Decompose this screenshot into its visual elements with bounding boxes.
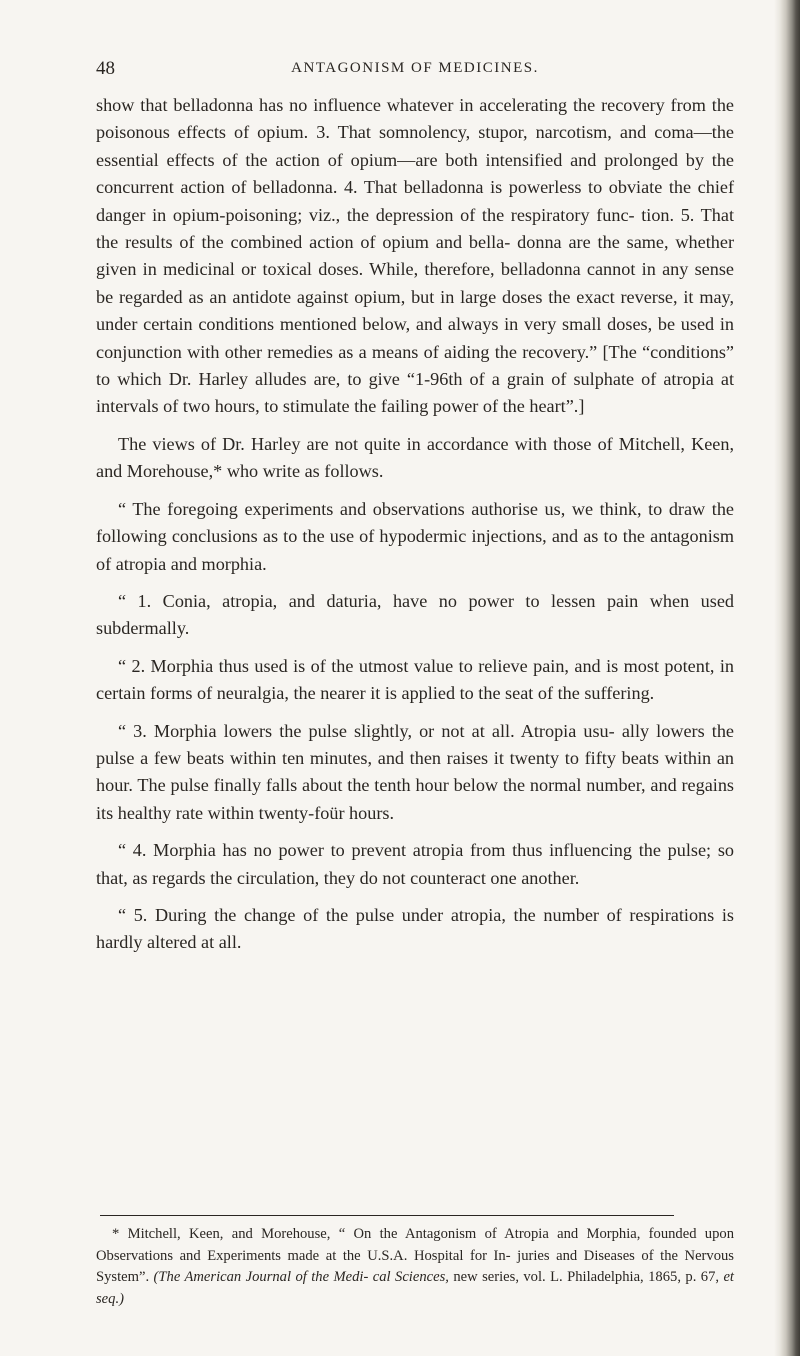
paragraph-conclusion-2: “ 2. Morphia thus used is of the utmost value to relieve pain, and is most potent, in certain forms of neuralgia, the nearer it is applied to the seat of the suffering. — [96, 655, 734, 704]
footnote — [96, 1224, 734, 1310]
paragraph-continued: show that belladonna has no influence whatever in accelerating the recovery from the poisonous effects of opium. 3. That somnolency, stupor, narcotism, and coma—the essential effects of the action of opium—are both intensified and prolonged by the concurrent action of belladonna. 4. That belladonna is powerless to obviate the chief danger in opium-poisoning; viz., the depression of the respiratory func- tion. 5. That the results of the combined action of opium and bella- donna are the same, whether given in medicinal or toxical doses. While, therefore, belladonna cannot in any sense be regarded as an antidote against opium, but in large doses the exact reverse, it may, under certain conditions mentioned below, and always in very small doses, be used in conjunction with other remedies as a means of aiding the recovery.” [The “conditions” to which Dr. Harley alludes are, to give “1-96th of a grain of sulphate of atropia at intervals of two hours, to stimulate the failing power of the heart”.] — [96, 95, 734, 417]
body-text — [96, 92, 734, 957]
page-number: 48 — [96, 58, 115, 79]
paragraph-quote-intro: “ The foregoing experiments and observations authorise us, we think, to draw the following conclusions as to the use of hypodermic injections, and as to the antagonism of atropia and morphia. — [96, 498, 734, 574]
paragraph-views: The views of Dr. Harley are not quite in accordance with those of Mitchell, Keen, and Morehouse,* who write as follows. — [96, 433, 734, 482]
paragraph-conclusion-5: “ 5. During the change of the pulse under atropia, the number of respirations is hardly altered at all. — [96, 904, 734, 953]
footnote-text: * Mitchell, Keen, and Morehouse, “ On the Antagonism of Atropia and Morphia, founded upon Observations and Experiments made at the U.S.A. Hospital for In- juries and Diseases of the Nervous System”. — [96, 1226, 734, 1285]
page-edge-shadow — [774, 0, 800, 1356]
paragraph-conclusion-3: “ 3. Morphia lowers the pulse slightly, or not at all. Atropia usu- ally lowers the pulse a few beats within ten minutes, and then raises it twenty to fifty beats within an hour. The pulse finally falls about the tenth hour below the normal number, and regains its healthy rate within twenty-foür hours. — [96, 720, 734, 823]
running-title: ANTAGONISM OF MEDICINES. — [291, 60, 539, 76]
footnote-journal: (The American Journal of the Medi- cal Sciences, — [153, 1269, 449, 1285]
paragraph-conclusion-4: “ 4. Morphia has no power to prevent atropia from thus influencing the pulse; so that, as regards the circulation, they do not counteract one another. — [96, 840, 734, 888]
footnote-citation: new series, vol. L. Philadelphia, 1865, p. 67, — [453, 1269, 720, 1285]
footnote-rule — [100, 1215, 674, 1216]
footnote-et-seq: et seq.) — [96, 1269, 734, 1307]
paragraph-conclusion-1: “ 1. Conia, atropia, and daturia, have no power to lessen pain when used subdermally. — [96, 590, 734, 639]
page-header — [96, 58, 734, 82]
